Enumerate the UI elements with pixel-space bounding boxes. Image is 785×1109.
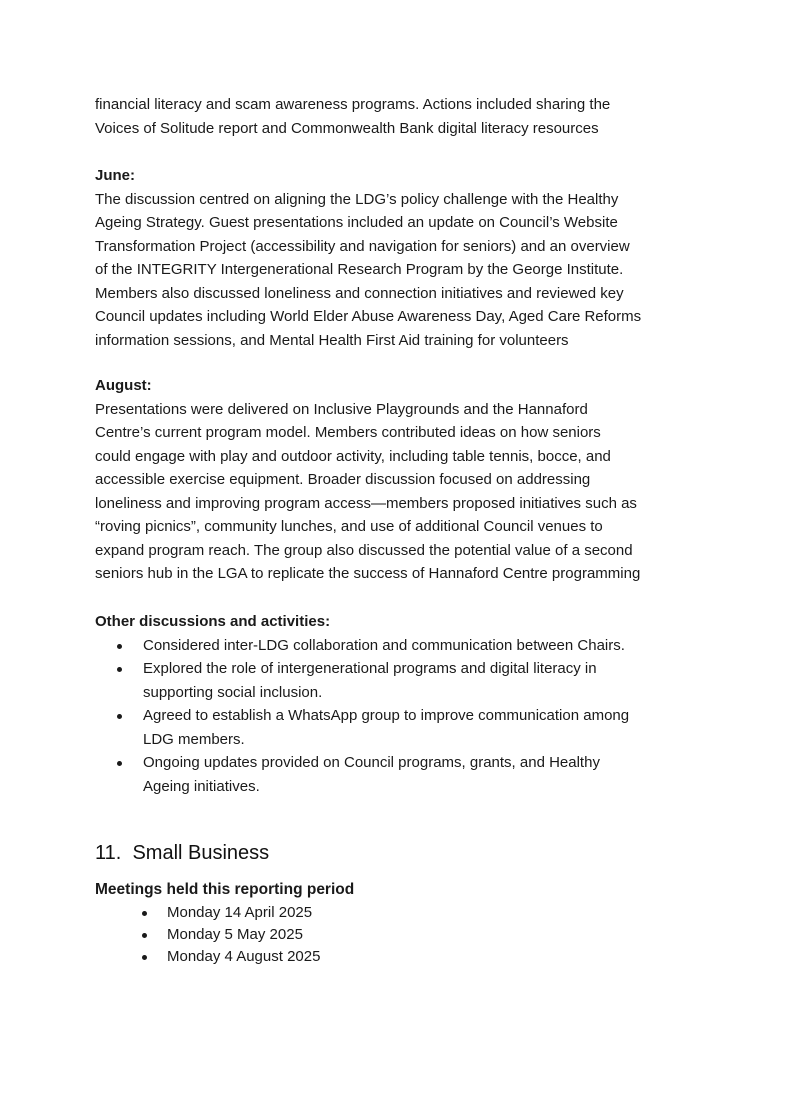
section-number: 11.: [95, 842, 122, 864]
section-title: Small Business: [132, 842, 270, 864]
text-line: Transformation Project (accessibility and navigation for seniors) and an overview: [95, 237, 630, 255]
list-item: [95, 946, 354, 968]
text-line: Ageing initiatives.: [143, 777, 260, 795]
text-line: information sessions, and Mental Health First Aid training for volunteers: [95, 331, 569, 349]
text-line: Ageing Strategy. Guest presentations included an update on Council’s Website: [95, 214, 618, 231]
text-line: could engage with play and outdoor activity, including table tennis, bocce, and: [95, 447, 611, 465]
meeting-date: Monday 4 August 2025: [167, 947, 321, 965]
text-line: LDG members.: [143, 730, 245, 748]
meetings-subheading: Meetings held this reporting period: [95, 881, 355, 898]
section-heading: [95, 840, 269, 866]
text-line: financial literacy and scam awareness programs. Actions included sharing the: [95, 96, 611, 113]
list-item: [95, 924, 354, 946]
intro-paragraph: [95, 93, 610, 140]
text-line: Considered inter-LDG collaboration and communication between Chairs.: [143, 636, 625, 654]
august-heading: August:: [95, 377, 152, 394]
text-line: Ongoing updates provided on Council programs, grants, and Healthy: [143, 754, 600, 771]
text-line: Voices of Solitude report and Commonwealth Bank digital literacy resources: [95, 119, 599, 137]
text-line: Presentations were delivered on Inclusive Playgrounds and the Hannaford: [95, 400, 588, 418]
text-line: of the INTEGRITY Intergenerational Research Program by the George Institute.: [95, 261, 624, 278]
text-line: The discussion centred on aligning the LDG’s policy challenge with the Healthy: [95, 190, 619, 208]
text-line: seniors hub in the LGA to replicate the success of Hannaford Centre programming: [95, 565, 641, 582]
meetings-section: [95, 878, 354, 968]
text-line: Members also discussed loneliness and connection initiatives and reviewed key: [95, 284, 624, 302]
text-line: Centre’s current program model. Members contributed ideas on how seniors: [95, 424, 601, 441]
meeting-date: Monday 14 April 2025: [167, 903, 313, 921]
june-section: [95, 164, 641, 352]
list-item: [95, 902, 354, 924]
text-line: loneliness and improving program access—members proposed initiatives such as: [95, 494, 637, 512]
june-heading: June:: [95, 167, 136, 184]
other-discussions-section: [95, 610, 629, 798]
text-line: Agreed to establish a WhatsApp group to improve communication among: [143, 707, 630, 724]
meeting-date: Monday 5 May 2025: [167, 925, 303, 943]
text-line: expand program reach. The group also discussed the potential value of a second: [95, 541, 633, 559]
other-heading: Other discussions and activities:: [95, 613, 331, 630]
text-line: “roving picnics”, community lunches, and use of additional Council venues to: [95, 518, 603, 535]
text-line: Council updates including World Elder Abuse Awareness Day, Aged Care Reforms: [95, 308, 642, 325]
list-item: [95, 704, 629, 751]
text-line: accessible exercise equipment. Broader discussion focused on addressing: [95, 471, 591, 488]
list-item: [95, 634, 629, 658]
text-line: supporting social inclusion.: [143, 683, 323, 701]
august-section: [95, 374, 640, 586]
list-item: [95, 657, 629, 704]
text-line: Explored the role of intergenerational programs and digital literacy in: [143, 660, 597, 677]
list-item: [95, 751, 629, 798]
